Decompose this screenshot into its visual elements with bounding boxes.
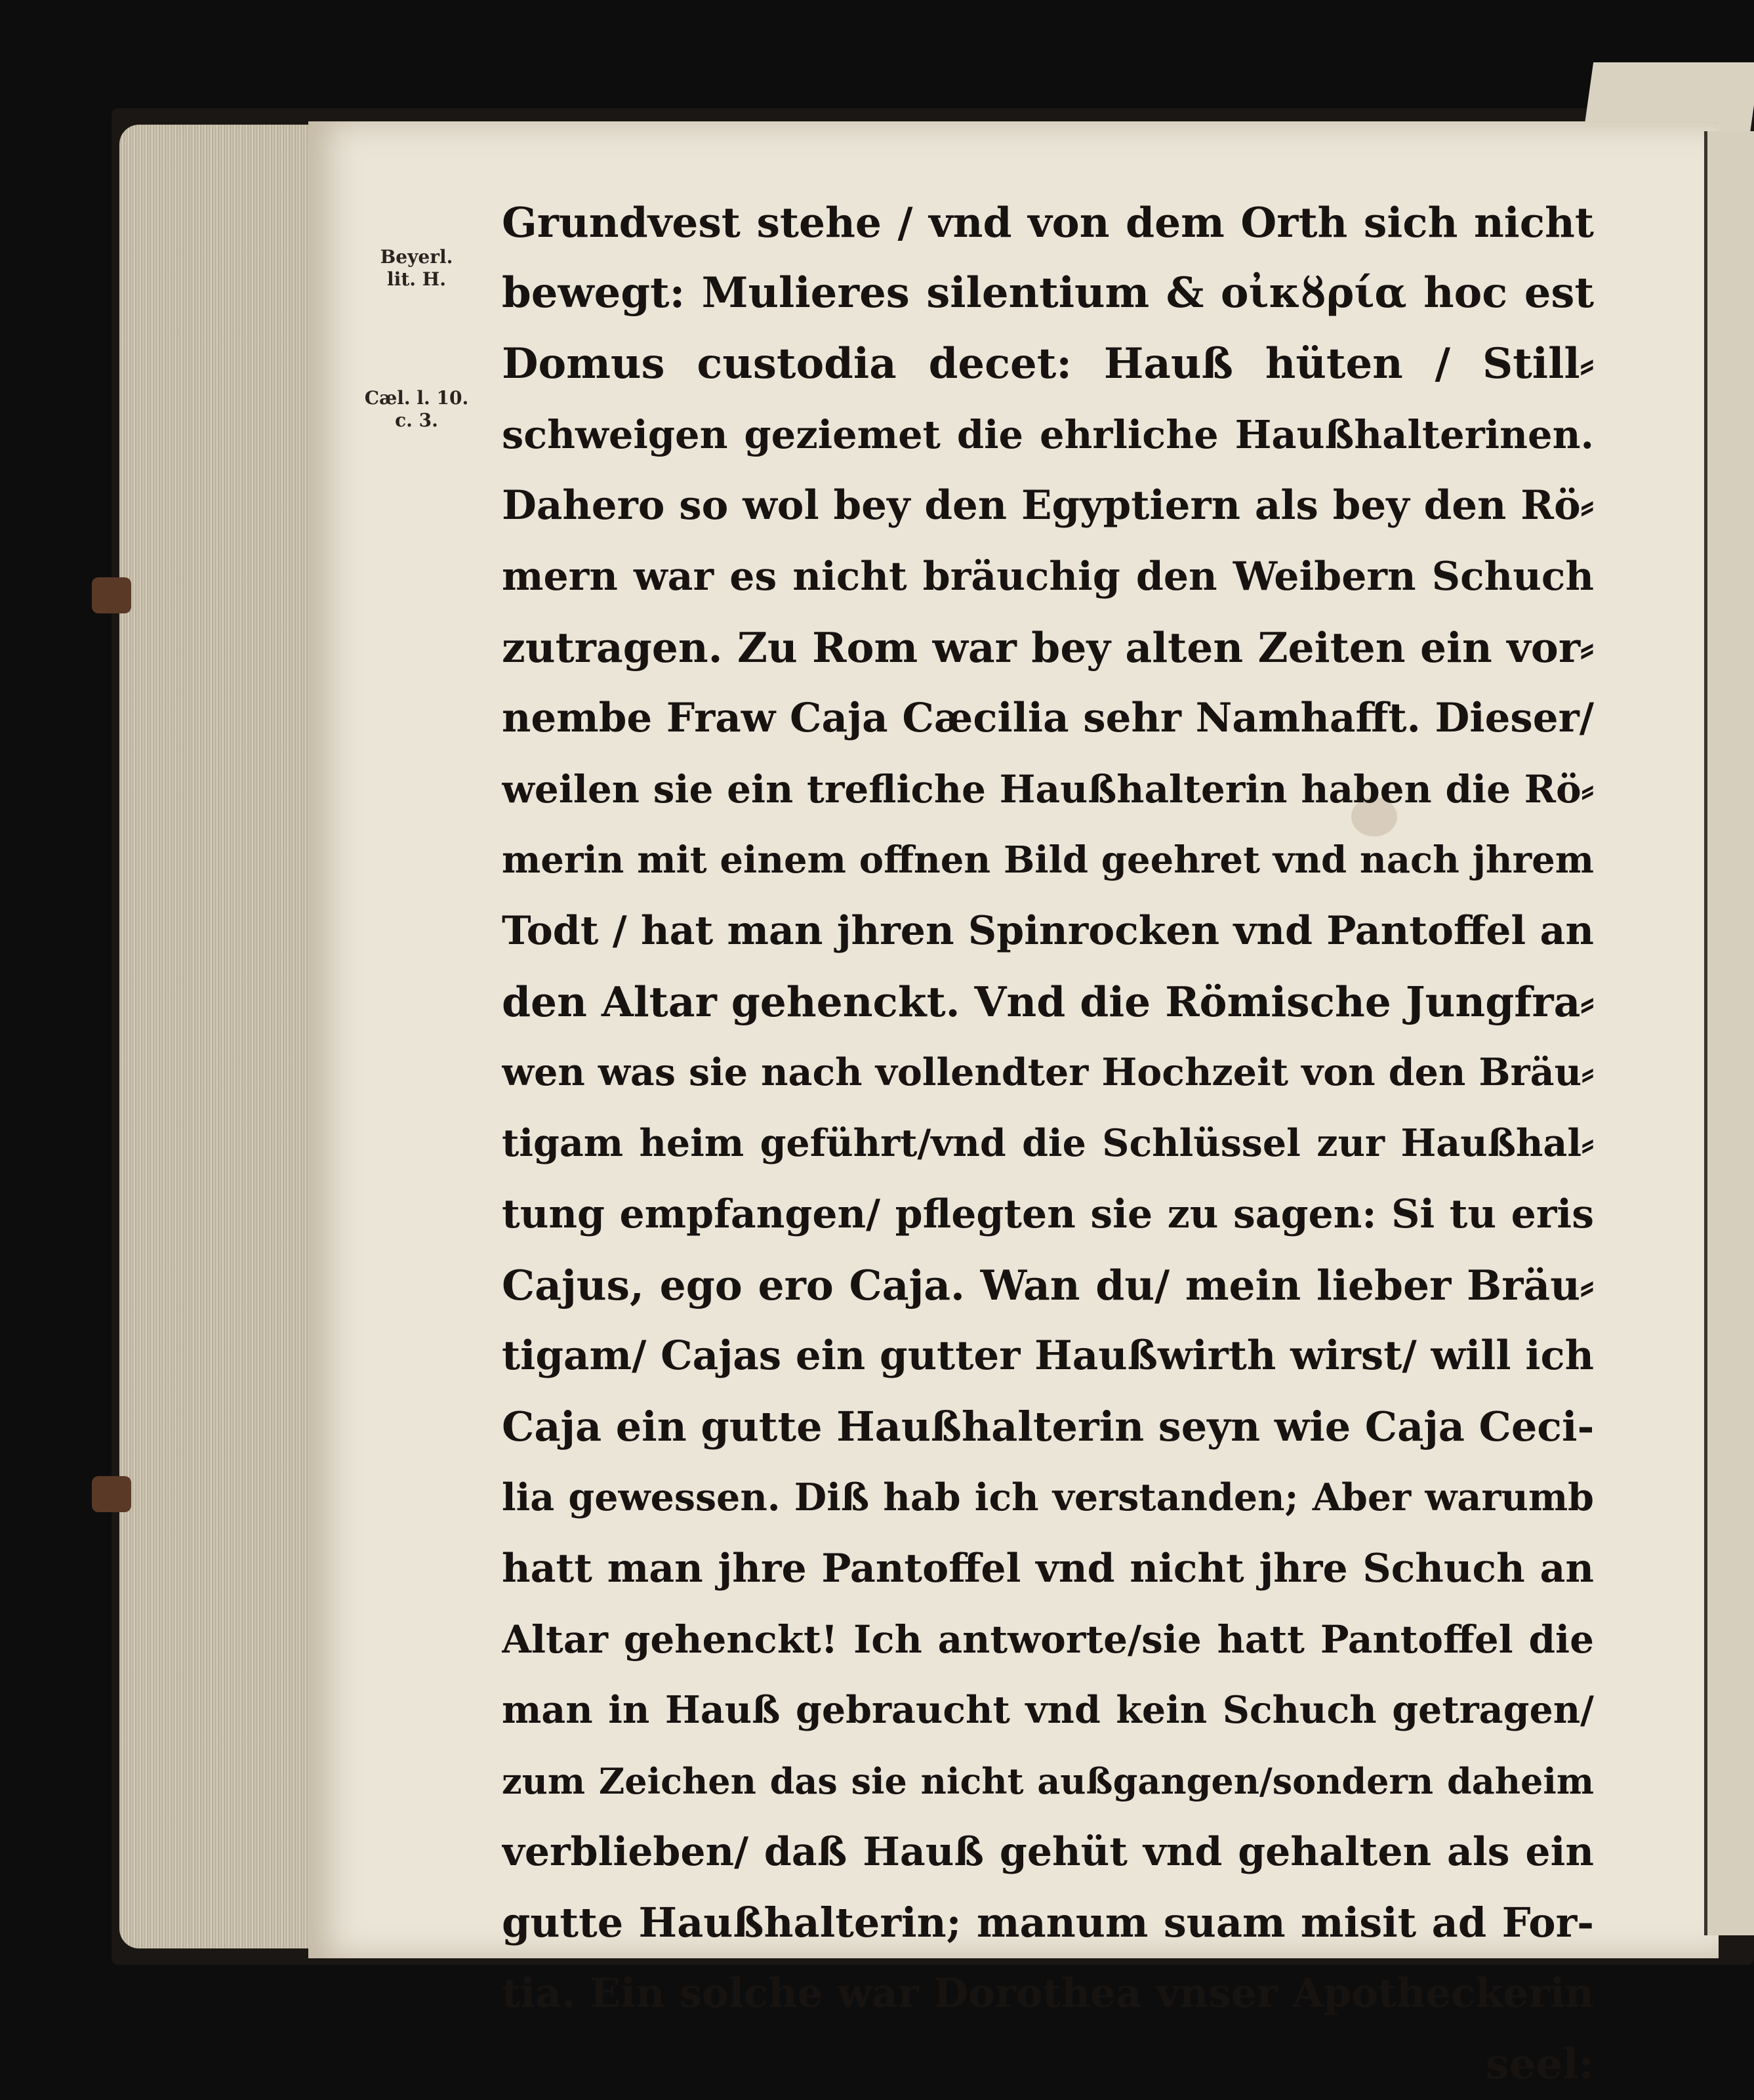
text-line: Cajus, ego ero Caja. Wan du/ mein lieber Bräu⸗ [502,1261,1594,1309]
text-line: seel: [1485,2040,1594,2089]
marginal-note-line: Cæl. l. 10. [364,387,469,409]
marginal-note [341,387,492,432]
facing-page-edge [1704,131,1754,1935]
text-line: Dahero so wol bey den Egyptiern als bey den Rö⸗ [502,482,1594,529]
text-line: tigam/ Cajas ein gutter Haußwirth wirst/ will ich [502,1332,1594,1379]
text-line: den Altar gehenckt. Vnd die Römische Jungfra⸗ [502,978,1594,1026]
text-line: tung empfangen/ pflegten sie zu sagen: Si tu eris [502,1191,1594,1237]
marginal-note-line: lit. H. [387,268,446,290]
text-line: Caja ein gutte Haußhalterin seyn wie Caja Ceci- [502,1403,1594,1451]
text-line: Domus custodia decet: Hauß hüten / Still⸗ [502,339,1594,388]
text-line: bewegt: Mulieres silentium & οἰκȣρία hoc est [502,268,1594,318]
text-line: hatt man jhre Pantoffel vnd nicht jhre Schuch an [502,1546,1594,1592]
text-line: tigam heim geführt/vnd die Schlüssel zur Haußhal⸗ [502,1121,1594,1165]
text-line: nembe Fraw Caja Cæcilia sehr Namhafft. Dieser/ [502,695,1594,741]
body-text [502,187,1594,2100]
text-line: zutragen. Zu Rom war bey alten Zeiten ein vor⸗ [502,623,1594,672]
text-line: wen was sie nach vollendter Hochzeit von den Bräu⸗ [502,1050,1594,1094]
text-line: weilen sie ein trefliche Haußhalterin haben die Rö⸗ [502,767,1594,812]
text-line: mern war es nicht bräuchig den Weibern Schuch [502,554,1594,600]
text-line: lia gewessen. Diß hab ich verstanden; Aber warumb [502,1475,1594,1519]
page-edges [119,125,323,1948]
text-line: zum Zeichen das sie nicht außgangen/sondern daheim [502,1760,1594,1802]
clasp-bottom [92,1476,131,1512]
marginal-note-line: Beyerl. [380,246,453,268]
text-line: Altar gehenckt! Ich antworte/sie hatt Pantoffel die [502,1617,1594,1662]
text-line: man in Hauß gebraucht vnd kein Schuch getragen/ [502,1688,1594,1732]
text-line: verblieben/ daß Hauß gehüt vnd gehalten als ein [502,1829,1594,1875]
text-line: Todt / hat man jhren Spinrocken vnd Pantoffel an [502,908,1594,954]
text-line: Grundvest stehe / vnd von dem Orth sich nicht [502,198,1594,247]
text-line: schweigen geziemet die ehrliche Haußhalterinen. [502,412,1594,457]
clasp-top [92,577,131,613]
text-line: merin mit einem offnen Bild geehret vnd nach jhrem [502,838,1594,882]
text-line: tia. Ein solche war Dorothea vnser Apotheckerin [502,1970,1594,2017]
marginal-note-line: c. 3. [395,409,438,431]
marginal-note [341,246,492,291]
text-line: gutte Haußhalterin; manum suam misit ad For- [502,1899,1594,1946]
